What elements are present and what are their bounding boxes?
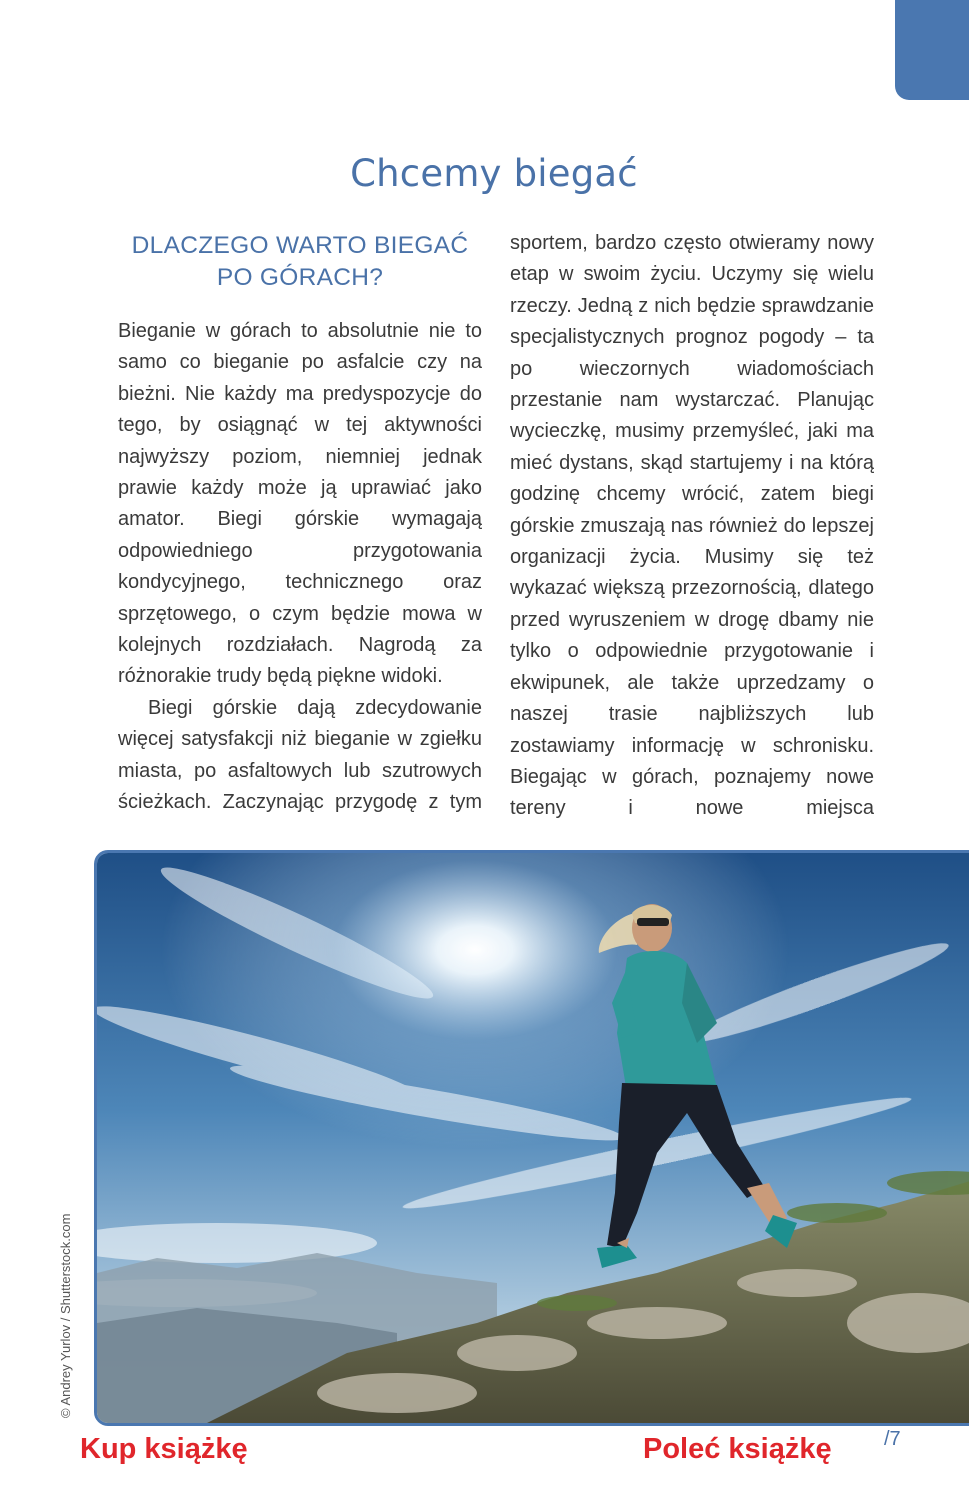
runner-photo <box>94 850 969 1426</box>
page-number: /7 <box>884 1428 901 1450</box>
left-column <box>118 230 482 819</box>
recommend-book-link[interactable]: Poleć książkę <box>643 1433 832 1465</box>
buy-book-link[interactable]: Kup książkę <box>80 1433 248 1465</box>
section-heading: DLACZEGO WARTO BIEGAĆ PO GÓRACH? <box>131 232 469 291</box>
right-column <box>510 228 874 825</box>
chapter-title: Chcemy biegać <box>350 152 638 195</box>
body-paragraph: Bieganie w górach to absolutnie nie to samo co bieganie po asfalcie czy na bieżni. Nie każdy ma predyspozycje do tego, by osiągnąć w tej aktywności najwyższy poziom, niemniej jednak prawie każdy może ją uprawiać jako amator. Biegi górskie wymagają odpowiedniego przygotowania kondycyjnego, technicznego oraz sprzętowego, o czym będzie mowa w kolejnych rozdziałach. Nagrodą za różnorakie trudy będą piękne widoki. <box>118 320 482 688</box>
mountain-runner-illustration <box>97 853 969 1423</box>
body-paragraph: sportem, bardzo często otwieramy nowy etap w swoim życiu. Uczymy się wielu rzeczy. Jedną z nich będzie sprawdzanie specjalistycznych prognoz pogody – ta po wieczornych wiadomościach przestanie nam wystarczać. Planując wycieczkę, musimy przemyśleć, jaki ma mieć dystans, skąd startujemy i na którą godzinę chcemy wrócić, zatem biegi górskie zmuszają nas również do lepszej organizacji życia. Musimy się też wykazać większą przezornością, dlatego przed wyruszeniem w drogę dbamy nie tylko o odpowiednie przygotowanie i ekwipunek, ale także uprzedzamy o naszej trasie najbliższych lub zostawiamy informację w schronisku. Biegając w górach, poznajemy nowe tereny i nowe miejsca <box>510 232 874 820</box>
photo-credit: © Andrey Yurlov / Shutterstock.com <box>58 1213 73 1418</box>
body-paragraph: Biegi górskie dają zdecydowanie więcej satysfakcji niż bieganie w zgiełku miasta, po asfaltowych lub szutrowych ścieżkach. Zaczynając przygodę z tym <box>118 696 482 814</box>
chapter-tab <box>895 0 969 100</box>
